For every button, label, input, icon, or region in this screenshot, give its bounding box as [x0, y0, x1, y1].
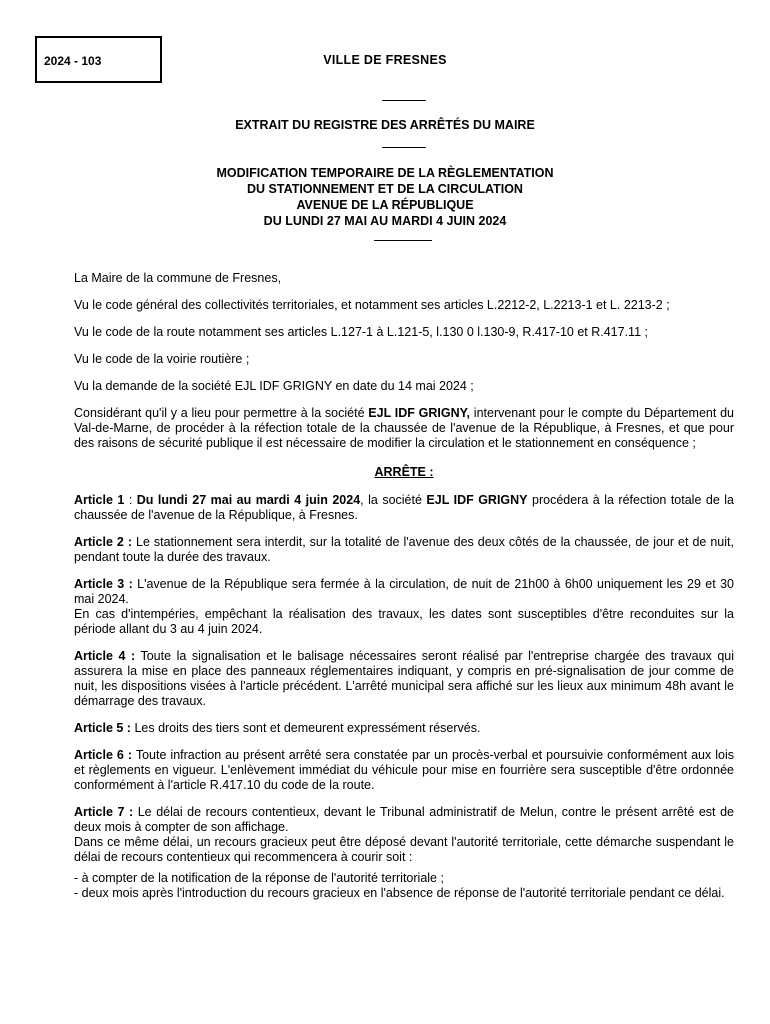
article-dates: Du lundi 27 mai au mardi 4 juin 2024 [136, 493, 361, 507]
article-text: , la société [360, 493, 427, 507]
article-6 [74, 748, 734, 793]
legal-basis-2: Vu le code de la route notamment ses articles L.127-1 à L.121-5, l.130 0 l.130-9, R.417-10 et R.417.11 ; [74, 325, 648, 339]
article-text: Toute la signalisation et le balisage nécessaires seront réalisé par l'entreprise chargée des travaux qui assurera la mise en place des panneaux réglementaires indiquant, y compris en pré-signalisation de jour comme de nuit, les dispositions visées à l'article précédent. L'arrêté municipal sera affiché sur les lieux aux minimum 48h avant le démarrage des travaux. [74, 649, 735, 708]
article-label: Article 5 : [74, 721, 131, 735]
article-text: procédera à la réfection totale de la chaussée de l'avenue de la République, à Fresnes. [74, 493, 734, 522]
article-label: Article 3 : [74, 577, 133, 591]
considering-text: intervenant pour le compte du Département du Val-de-Marne, de procéder à la réfection totale de la chaussée de l'avenue de la République, à Fresnes, et que pour des raisons de sécurité publique il est nécessaire de modifier la circulation et le stationnement en conséquence ; [74, 406, 734, 450]
list-item: - deux mois après l'introduction du recours gracieux en l'absence de réponse de l'autorité territoriale pendant ce délai. [74, 886, 725, 900]
article-2 [74, 535, 734, 565]
subject-line: DU LUNDI 27 MAI AU MARDI 4 JUIN 2024 [263, 214, 507, 228]
divider [374, 240, 432, 241]
divider [382, 100, 426, 101]
subject-line: AVENUE DE LA RÉPUBLIQUE [296, 198, 474, 212]
article-3-continued: En cas d'intempéries, empêchant la réalisation des travaux, les dates sont susceptibles d'être reconduites sur la période allant du 3 au 4 juin 2024. [74, 607, 734, 636]
article-label: Article 6 : [74, 748, 133, 762]
article-label: Article 7 : [74, 805, 134, 819]
document-body [74, 271, 734, 901]
legal-basis-4: Vu la demande de la société EJL IDF GRIGNY en date du 14 mai 2024 ; [74, 379, 474, 393]
article-7-continued: Dans ce même délai, un recours gracieux peut être déposé devant l'autorité territoriale, cette démarche suspendant le délai de recours contentieux qui recommencera à courir soit : [74, 835, 734, 864]
intro-line: La Maire de la commune de Fresnes, [74, 271, 282, 285]
list-item: - à compter de la notification de la réponse de l'autorité territoriale ; [74, 871, 444, 885]
decree-heading: ARRÊTE : [374, 465, 434, 479]
reference-number: 2024 - 103 [44, 54, 102, 68]
considering-paragraph [74, 406, 734, 451]
article-text: : [124, 493, 137, 507]
article-text: L'avenue de la République sera fermée à la circulation, de nuit de 21h00 à 6h00 uniquement les 29 et 30 mai 2024. [74, 577, 734, 606]
subject-line: DU STATIONNEMENT ET DE LA CIRCULATION [247, 182, 523, 196]
legal-basis-1: Vu le code général des collectivités territoriales, et notamment ses articles L.2212-2, L.2213-1 et L. 2213-2 ; [74, 298, 670, 312]
legal-basis-3: Vu le code de la voirie routière ; [74, 352, 250, 366]
subject-line: MODIFICATION TEMPORAIRE DE LA RÈGLEMENTATION [216, 166, 554, 180]
company-name: EJL IDF GRIGNY [426, 493, 528, 507]
divider [382, 147, 426, 148]
article-text: Le stationnement sera interdit, sur la totalité de l'avenue des deux côtés de la chaussée, de jour et de nuit, pendant toute la durée des travaux. [74, 535, 734, 564]
article-label: Article 1 [74, 493, 125, 507]
article-text: Le délai de recours contentieux, devant le Tribunal administratif de Melun, contre le présent arrêté est de deux mois à compter de son affichage. [74, 805, 734, 834]
article-5 [74, 721, 734, 736]
order-subject [0, 165, 770, 229]
company-name: EJL IDF GRIGNY, [368, 406, 471, 420]
article-label: Article 2 : [74, 535, 132, 549]
considering-text: Considérant qu'il y a lieu pour permettre à la société [74, 406, 369, 420]
article-label: Article 4 : [74, 649, 136, 663]
article-1 [74, 493, 734, 523]
register-title: EXTRAIT DU REGISTRE DES ARRÊTÉS DU MAIRE [235, 118, 535, 132]
article-text: Les droits des tiers sont et demeurent expressément réservés. [130, 721, 481, 735]
town-name: VILLE DE FRESNES [323, 53, 447, 67]
article-text: Toute infraction au présent arrêté sera constatée par un procès-verbal et poursuivie conformément aux lois et règlements en vigueur. L'enlèvement immédiat du véhicule pour mise en fourrière sera susceptible d'être ordonnée conformément à l'article R.417.10 du code de la route. [74, 748, 734, 792]
article-3 [74, 577, 734, 607]
article-7 [74, 805, 734, 835]
article-4 [74, 649, 734, 709]
